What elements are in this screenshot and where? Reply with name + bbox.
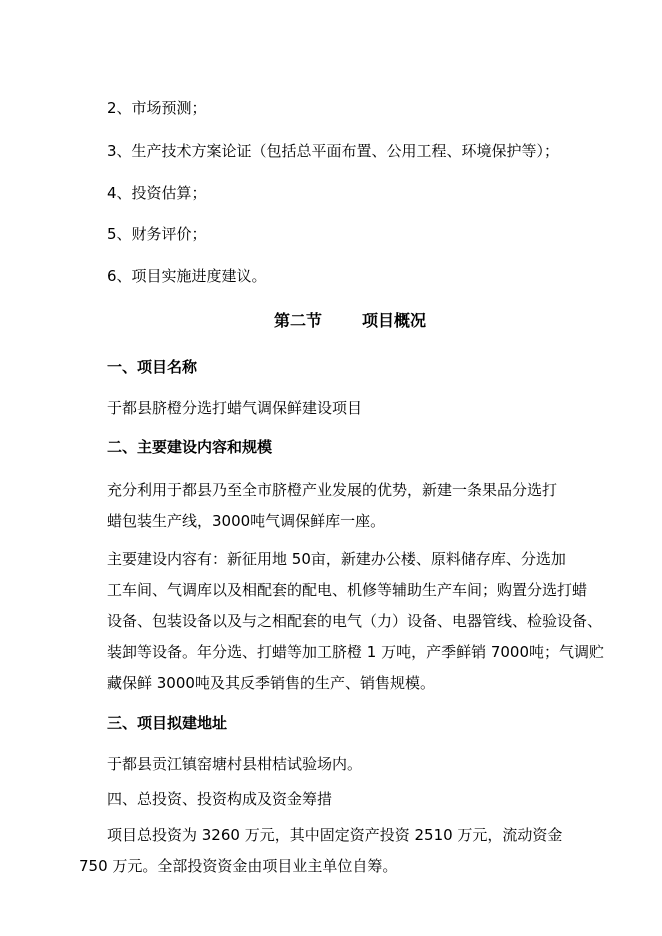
heading-project-name: 一、项目名称 xyxy=(107,358,198,376)
list-item-investment-estimate: 4、投资估算； xyxy=(107,184,207,202)
heading-total-investment: 四、总投资、投资构成及资金筹措 xyxy=(107,790,333,808)
list-item-technical-plan: 3、生产技术方案论证（包括总平面布置、公用工程、环境保护等）； xyxy=(107,142,560,160)
project-site-text: 于都县贡江镇窑塘村县柑桔试验场内。 xyxy=(107,755,363,773)
list-item-financial-evaluation: 5、财务评价； xyxy=(107,225,207,243)
project-name-text: 于都县脐橙分选打蜡气调保鲜建设项目 xyxy=(107,399,363,417)
section-title: 项目概况 xyxy=(362,311,427,330)
paragraph-line: 藏保鲜 3000吨及其反季销售的生产、销售规模。 xyxy=(107,674,435,692)
list-item-market-forecast: 2、市场预测； xyxy=(107,99,207,117)
heading-project-site: 三、项目拟建地址 xyxy=(107,714,228,732)
paragraph-line: 蜡包装生产线，3000吨气调保鲜库一座。 xyxy=(107,512,386,530)
paragraph-line: 750 万元。全部投资资金由项目业主单位自筹。 xyxy=(79,857,398,875)
paragraph-line: 设备、包装设备以及与之相配套的电气（力）设备、电器管线、检验设备、 xyxy=(107,612,603,630)
paragraph-line: 充分利用于都县乃至全市脐橙产业发展的优势，新建一条果品分选打 xyxy=(107,481,558,499)
paragraph-line: 项目总投资为 3260 万元，其中固定资产投资 2510 万元，流动资金 xyxy=(107,826,563,844)
section-number: 第二节 xyxy=(274,311,323,330)
list-item-schedule: 6、项目实施进度建议。 xyxy=(107,267,267,285)
section-heading xyxy=(274,311,426,331)
paragraph-line: 装卸等设备。年分选、打蜡等加工脐橙 1 万吨，产季鲜销 7000吨；气调贮 xyxy=(107,643,605,661)
paragraph-line: 主要建设内容有：新征用地 50亩，新建办公楼、原料储存库、分选加 xyxy=(107,550,566,568)
heading-construction-content: 二、主要建设内容和规模 xyxy=(107,438,273,456)
paragraph-line: 工车间、气调库以及相配套的配电、机修等辅助生产车间；购置分选打蜡 xyxy=(107,581,588,599)
